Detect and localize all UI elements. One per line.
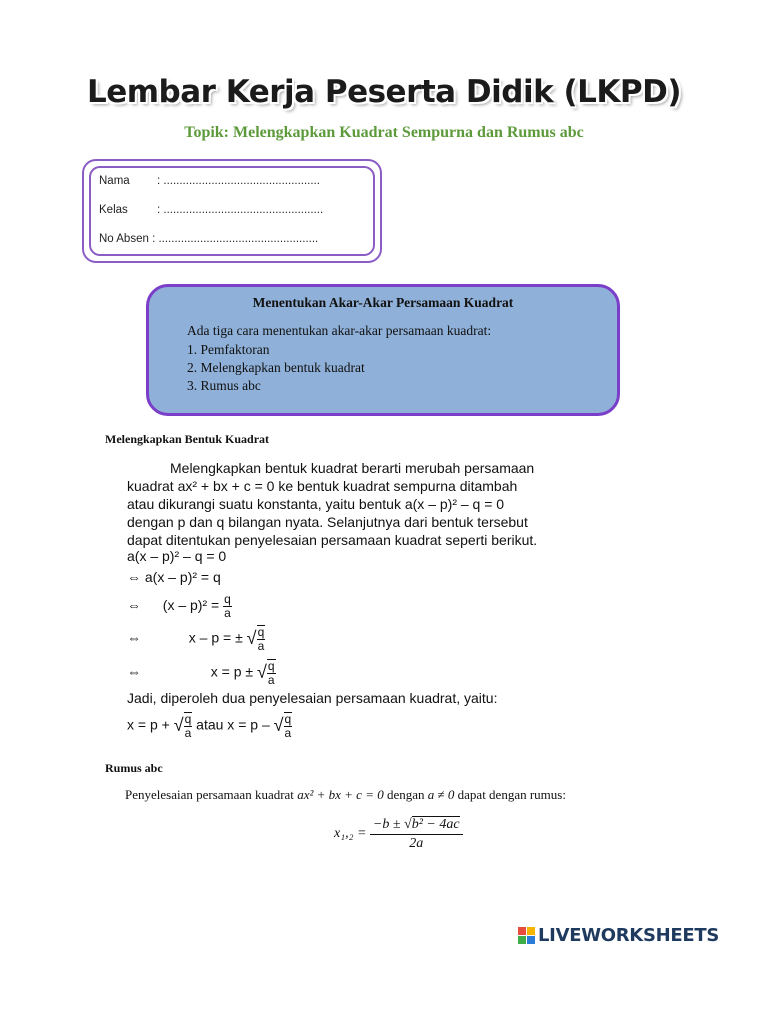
formula-fraction <box>370 816 463 852</box>
info-box-item: 2. Melengkapkan bentuk kuadrat <box>187 360 365 375</box>
conclusion-line: Jadi, diperoleh dua penyelesaian persamaan kuadrat, yaitu: <box>127 690 498 706</box>
sqrt-q-over-a <box>247 625 266 652</box>
info-box-intro: Ada tiga cara menentukan akar-akar persamaan kuadrat: <box>187 323 492 338</box>
sqrt-q-over-a <box>257 659 276 686</box>
page-title: Lembar Kerja Peserta Didik (LKPD) <box>86 74 682 110</box>
step-text: a(x – p)² = q <box>144 569 221 585</box>
fraction-q-over-a <box>267 660 276 686</box>
step-text: a(x – p)² – q = 0 <box>127 548 227 564</box>
sqrt-q-over-a <box>174 712 193 739</box>
identity-row-no-absen[interactable] <box>99 233 318 245</box>
logo-square <box>527 936 535 944</box>
fraction-denominator: a <box>224 605 231 620</box>
fraction-q-over-a <box>223 593 232 619</box>
topic-subtitle: Topik: Melengkapkan Kuadrat Sempurna dan Rumus abc <box>184 124 584 141</box>
fraction-numerator: q <box>267 659 275 673</box>
fraction-denominator: a <box>257 638 265 653</box>
equivalence-arrow: ⇔ <box>127 596 141 613</box>
equivalence-arrow: ⇔ <box>127 663 141 680</box>
liveworksheets-logo[interactable] <box>518 925 719 946</box>
final-solutions <box>127 712 292 739</box>
fraction-numerator: q <box>284 712 292 726</box>
identity-blank[interactable]: : .................................................. <box>157 204 324 216</box>
abc-description <box>125 787 566 803</box>
formula-denominator: 2a <box>409 835 424 851</box>
identity-label: No Absen <box>99 233 149 245</box>
step-text: (x – p)² = <box>162 596 220 613</box>
fraction-denominator: a <box>267 672 275 687</box>
radical-sign-icon: √ <box>273 715 284 736</box>
final-mid-text: atau x = p – <box>196 716 270 733</box>
fraction-q-over-a <box>284 713 293 739</box>
formula-radicand: b² − 4ac <box>411 817 460 832</box>
abc-text-post: dapat dengan rumus: <box>457 787 566 802</box>
final-left-text: x = p + <box>127 716 170 733</box>
step-3 <box>127 593 232 619</box>
step-text: x = p ± <box>210 663 254 680</box>
radicand <box>267 659 276 686</box>
formula-lhs: x₁,₂ = <box>334 826 367 841</box>
section-heading-melengkapkan: Melengkapkan Bentuk Kuadrat <box>105 432 270 446</box>
fraction-q-over-a <box>184 713 193 739</box>
logo-square <box>518 936 526 944</box>
identity-box <box>82 159 382 263</box>
step-5 <box>127 659 276 686</box>
paragraph-line: dapat ditentukan penyelesaian persamaan kuadrat seperti berikut. <box>127 532 538 548</box>
fraction-q-over-a <box>257 626 266 652</box>
equivalence-arrow: ⇔ <box>127 629 141 646</box>
fraction-numerator: q <box>257 625 265 639</box>
abc-equation: ax² + bx + c = 0 <box>297 787 384 802</box>
radical-sign-icon: √ <box>173 715 184 736</box>
paragraph-line: atau dikurangi suatu konstanta, yaitu bentuk a(x – p)² – q = 0 <box>127 496 505 512</box>
formula-num-pre: −b ± <box>372 817 405 832</box>
step-1 <box>127 548 226 564</box>
fraction-numerator: q <box>224 592 231 606</box>
fraction-denominator: a <box>184 725 192 740</box>
step-2 <box>127 569 221 585</box>
quadratic-formula <box>334 816 463 852</box>
identity-label: Kelas <box>99 204 128 216</box>
identity-blank[interactable]: : .................................................. <box>152 233 319 245</box>
radical-sign-icon: √ <box>404 817 412 832</box>
paragraph-line: dengan p dan q bilangan nyata. Selanjutnya dari bentuk tersebut <box>127 514 528 530</box>
paragraph-line: kuadrat ax² + bx + c = 0 ke bentuk kuadrat sempurna ditambah <box>127 478 518 494</box>
identity-label: Nama <box>99 175 130 187</box>
radicand <box>257 625 266 652</box>
radical-sign-icon: √ <box>257 662 267 683</box>
section-heading-rumus-abc: Rumus abc <box>105 761 163 775</box>
abc-text-pre: Penyelesaian persamaan kuadrat <box>125 787 294 802</box>
radicand <box>284 712 293 739</box>
formula-numerator <box>370 816 463 835</box>
logo-square <box>527 927 535 935</box>
liveworksheets-grid-icon <box>518 927 535 944</box>
paragraph-line: Melengkapkan bentuk kuadrat berarti merubah persamaan <box>170 460 535 476</box>
info-box-title: Menentukan Akar-Akar Persamaan Kuadrat <box>252 295 514 310</box>
info-box-item: 1. Pemfaktoran <box>187 342 270 357</box>
info-box <box>146 284 620 416</box>
logo-square <box>518 927 526 935</box>
radicand <box>184 712 193 739</box>
sqrt-q-over-a <box>274 712 293 739</box>
abc-condition: a ≠ 0 <box>427 787 455 802</box>
info-box-item: 3. Rumus abc <box>187 378 261 393</box>
step-text: x – p = ± <box>188 629 243 646</box>
identity-blank[interactable]: : ................................................. <box>157 175 320 187</box>
step-4 <box>127 625 265 652</box>
equivalence-arrow: ⇔ <box>127 569 141 585</box>
identity-row-nama[interactable] <box>99 175 320 187</box>
fraction-numerator: q <box>184 712 192 726</box>
brand-name: LIVEWORKSHEETS <box>538 925 720 946</box>
abc-text-mid: dengan <box>386 787 425 802</box>
fraction-denominator: a <box>284 725 292 740</box>
identity-row-kelas[interactable] <box>99 204 323 216</box>
radical-sign-icon: √ <box>246 628 257 649</box>
